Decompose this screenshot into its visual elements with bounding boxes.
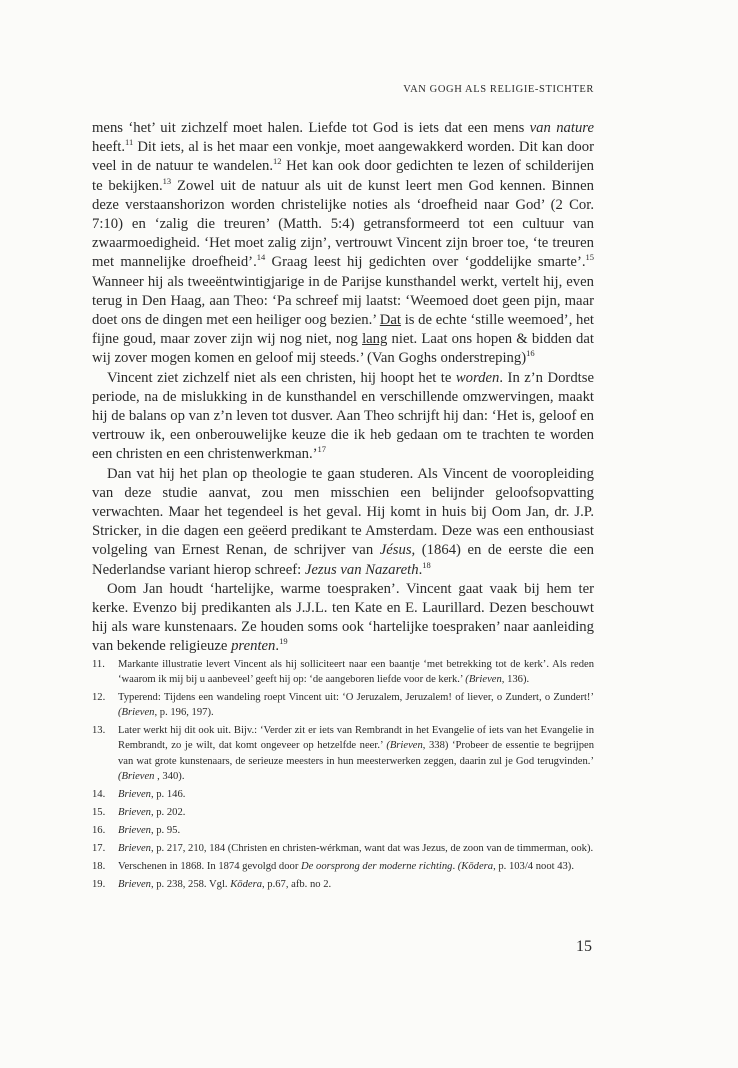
text-run: Wanneer hij als tweeëntwintigjarige in de Parijse kunsthandel werkt, vertelt hij, even terug in Den Haag, aan Theo: ‘Pa schreef mij laatst: ‘Weemoed doet geen pijn, maar doet ons de dingen met een heiliger oog bezien.’ — [92, 273, 594, 329]
italic-text: van nature — [529, 120, 594, 136]
italic-text: Brieven — [118, 843, 151, 855]
footnote — [92, 787, 594, 802]
page-number: 15 — [576, 938, 592, 955]
text-run: Markante illustratie levert Vincent als hij solliciteert naar een baantje ‘met betrekking tot de kerk’. Als reden ‘waarom ik mij bij u aanbeveel’ geeft hij op: ‘de aangeboren liefde voor de kerk.’ — [118, 659, 594, 686]
footnote — [92, 823, 594, 838]
text-run: Graag leest hij gedichten over ‘goddelijke smarte’. — [265, 254, 586, 271]
footnote — [92, 657, 594, 687]
italic-text: Brieven — [118, 806, 151, 818]
footnote-number: 11. — [92, 659, 105, 670]
text-run: Verschenen in 1868. In 1874 gevolgd door — [118, 861, 302, 873]
footnote-ref: 15 — [585, 252, 595, 263]
footnote — [92, 805, 594, 820]
italic-text: (Brieven — [118, 707, 155, 719]
text-run: Typerend: Tijdens een wandeling roept Vincent uit: ‘O Jeruzalem, Jeruzalem! of liever, o Zundert, o Zundert!’ — [118, 692, 594, 704]
footnote-text — [118, 723, 594, 783]
italic-text: Brieven — [118, 879, 151, 891]
text-run: , p. 95. — [150, 824, 181, 836]
text-run: Zowel uit de natuur als uit de kunst leert men God kennen. Binnen deze verstaanshorizon worden christelijke noties als ‘droefheid naar God’ (2 Cor. 7:10) en ‘zalig die treuren’ (Matth. 5:4) getransformeerd tot een cultuur van zwaarmoedigheid. ‘Het moet zalig zijn’, vertrouwt Vincent zijn broer toe, ‘te treuren met mannelijke droefheid’. — [92, 177, 594, 271]
footnote-ref: 13 — [162, 175, 172, 186]
paragraph — [92, 119, 594, 369]
italic-text: (Brieven, — [465, 674, 505, 686]
footnote-number: 19. — [92, 879, 106, 891]
text-run: , p. 202. — [150, 806, 186, 818]
text-run: , p. 146. — [150, 788, 186, 800]
footnote — [92, 690, 594, 720]
running-header: VAN GOGH ALS RELIGIE-STICHTER — [403, 84, 594, 95]
paragraph — [92, 465, 594, 580]
text-run: heeft. — [92, 139, 126, 156]
italic-text: Jésus, — [379, 542, 416, 559]
footnote-ref: 12 — [273, 156, 282, 167]
footnote-number: 13. — [92, 725, 106, 737]
footnotes — [92, 657, 594, 895]
text-run: . — [418, 561, 423, 578]
text-run: , p.67, afb. no 2. — [262, 879, 332, 891]
footnote-text — [118, 657, 594, 687]
footnote — [92, 859, 594, 874]
italic-text: prenten — [231, 638, 276, 655]
italic-text: Brieven — [118, 788, 151, 800]
footnote-ref: 14 — [256, 252, 266, 263]
footnote — [92, 877, 594, 892]
italic-text: (Brieven — [118, 770, 155, 782]
footnote-ref: 19 — [279, 636, 288, 647]
text-run: , 338) ‘Probeer de essentie te begrijpen van wat grote kunstenaars, de serieuze meesters in hun meesterwerken zeggen, daarin zul je God terugvinden.’ — [118, 740, 594, 767]
body-text — [92, 119, 594, 657]
text-run: , p. 103/4 noot 43). — [493, 861, 574, 873]
italic-text: (Kōdera — [457, 861, 494, 873]
italic-text: Kōdera — [230, 879, 262, 891]
text-run: Oom Jan houdt ‘hartelijke, warme toespraken’. Vincent gaat vaak bij hem ter kerke. Evenzo bij predikanten als J.J.L. ten Kate en E. Laurillard. Dezen beschouwt hij als ware kunstenaars. Ze houden soms ook ‘hartelijke toespraken’ naar aanleiding van bekende religieuze — [92, 580, 594, 655]
footnote — [92, 723, 594, 783]
footnote-ref: 16 — [526, 348, 535, 359]
text-run: Dan vat hij het plan op theologie te gaan studeren. Als Vincent de vooropleiding van deze studie aanvat, zou men misschien een belijnder geloofsopvatting verwachten. Maar het tegendeel is het geval. Hij komt in huis bij Oom Jan, dr. J.P. Stricker, in die dagen een geëerd predikant te Amsterdam. Deze was een enthousiast volgeling van Ernest Renan, de schrijver van — [92, 465, 594, 559]
underlined-text: Dat — [379, 312, 402, 329]
text-run: . In z’n Dordtse periode, na de mislukking in de kunsthandel en verschillende omzwervingen, maakt hij de balans op van z’n leven tot dusver. Aan Theo schrijft hij dan: ‘Het is, geloof en vertrouw ik, een onberouwelijke keuze die ik heb gedaan om te trachten te worden een christen en een christenwerkman.’ — [92, 369, 594, 463]
text-run: Vincent ziet zichzelf niet als een christen, hij hoopt het te — [107, 369, 456, 386]
italic-text: Brieven — [118, 824, 151, 836]
footnote-ref: 17 — [317, 444, 327, 455]
text-run: . — [275, 638, 280, 655]
text-run: is de echte ‘stille weemoed’, het fijne goud, maar zover zijn wij nog niet, nog — [92, 312, 594, 348]
text-run: Later werkt hij dit ook uit. Bijv.: ‘Verder zit er iets van Rembrandt in het Evangelie of iets van het Evangelie in Rembrandt, zo je wilt, dat komt ongeveer op hetzelfde neer.’ — [118, 725, 594, 752]
text-run: . — [452, 861, 458, 873]
text-run: Dit iets, al is het maar een vonkje, moet aangewakkerd worden. Dit kan door veel in de natuur te wandelen. — [92, 139, 594, 175]
underlined-text: lang — [362, 331, 388, 348]
footnote — [92, 841, 594, 856]
text-run: Het kan ook door gedichten te lezen of schilderijen te bekijken. — [92, 158, 594, 194]
footnote-text — [118, 877, 594, 892]
text-run: 136). — [504, 674, 530, 686]
text-run: mens ‘het’ uit zichzelf moet halen. Liefde tot God is iets dat een mens — [92, 120, 530, 136]
footnote-ref: 18 — [422, 559, 431, 570]
italic-text: (Brieven — [386, 740, 423, 752]
footnote-number: 12. — [92, 692, 106, 704]
italic-text: Jezus van Nazareth — [304, 561, 419, 578]
footnote-number: 16. — [92, 824, 106, 836]
footnote-number: 15. — [92, 806, 106, 818]
footnote-ref: 11 — [125, 137, 134, 148]
paragraph — [92, 369, 594, 465]
text-run: , p. 196, 197). — [154, 707, 214, 719]
footnote-text — [118, 787, 594, 802]
text-run: (1864) en de eerste die een Nederlandse variant hierop schreef: — [92, 542, 595, 578]
footnote-text — [118, 805, 594, 820]
footnote-text — [118, 859, 594, 874]
text-run: , p. 238, 258. Vgl. — [150, 879, 231, 891]
text-run: , 340). — [154, 770, 185, 782]
paragraph — [92, 580, 594, 657]
italic-text: worden — [455, 369, 500, 386]
italic-text: De oorsprong der moderne richting — [301, 861, 453, 873]
footnote-text — [118, 690, 594, 720]
footnote-number: 14. — [92, 788, 106, 800]
footnote-text — [118, 823, 594, 838]
footnote-text — [118, 841, 594, 856]
footnote-number: 17. — [92, 843, 106, 855]
footnote-number: 18. — [92, 861, 106, 873]
text-run: niet. Laat ons hopen & bidden dat wij zover mogen komen en geloof mij steeds.’ (Van Goghs onderstreping) — [92, 331, 595, 367]
text-run: , p. 217, 210, 184 (Christen en christen-wérkman, want dat was Jezus, de zoon van de timmerman, ook). — [150, 843, 594, 855]
